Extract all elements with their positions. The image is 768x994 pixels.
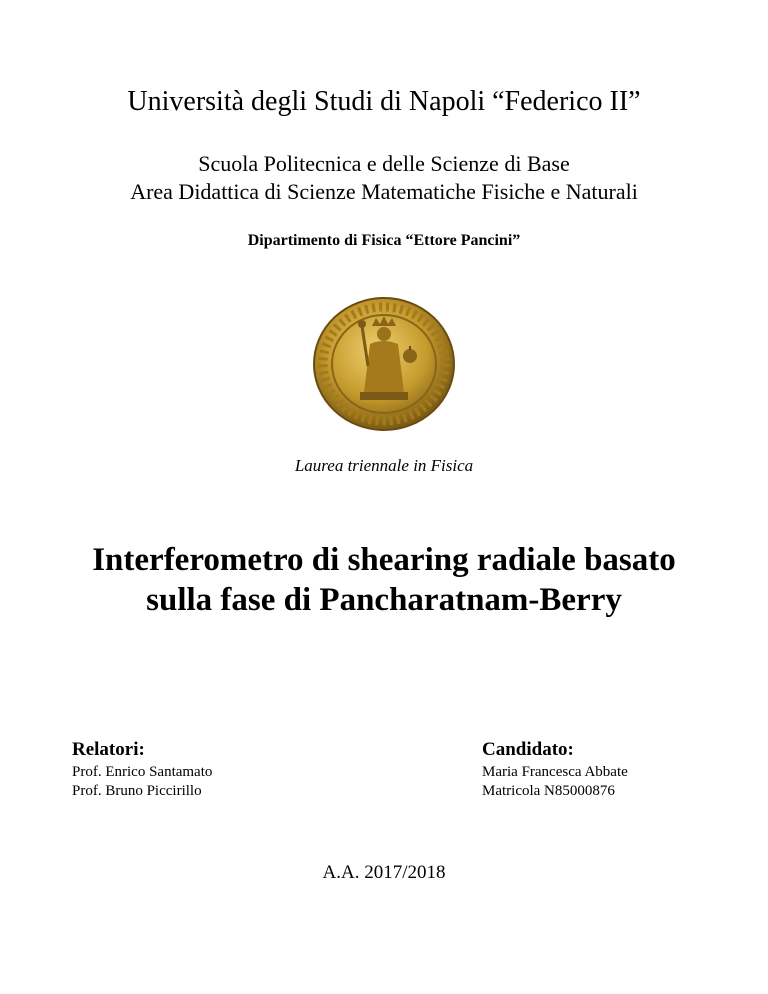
candidate-matricola: Matricola N85000876	[482, 783, 615, 799]
thesis-title	[0, 540, 768, 620]
university-seal-icon	[312, 296, 456, 432]
thesis-title-line-1: Interferometro di shearing radiale basato	[92, 542, 676, 578]
school-name: Scuola Politecnica e delle Scienze di Base	[198, 151, 570, 176]
department-name: Dipartimento di Fisica “Ettore Pancini”	[247, 232, 521, 249]
area-name: Area Didattica di Scienze Matematiche Fisiche e Naturali	[130, 179, 638, 204]
candidate-block	[482, 740, 628, 801]
candidate-name: Maria Francesca Abbate	[482, 764, 628, 780]
degree-name: Laurea triennale in Fisica	[294, 456, 474, 475]
academic-year: A.A. 2017/2018	[322, 862, 446, 883]
candidate-heading: Candidato:	[482, 739, 574, 760]
school-block	[0, 150, 768, 206]
supervisor-name: Prof. Bruno Piccirillo	[72, 783, 202, 799]
thesis-title-line-2: sulla fase di Pancharatnam-Berry	[146, 582, 622, 618]
supervisor-name: Prof. Enrico Santamato	[72, 764, 213, 780]
supervisors-heading: Relatori:	[72, 739, 145, 760]
supervisors-block	[72, 740, 212, 801]
university-name: Università degli Studi di Napoli “Federico II”	[127, 86, 641, 117]
